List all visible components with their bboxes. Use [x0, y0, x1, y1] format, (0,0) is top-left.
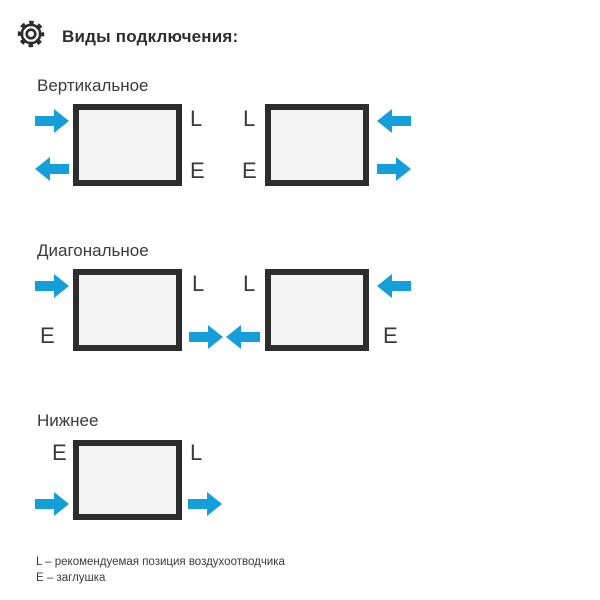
- radiator-rect: [265, 104, 369, 186]
- flow-arrow-left-icon: [226, 325, 260, 349]
- flow-arrow-left-icon: [35, 157, 69, 181]
- port-letter: E: [190, 158, 205, 183]
- flow-arrow-right-icon: [188, 492, 222, 516]
- flow-arrow-left-icon: [377, 274, 411, 298]
- port-letter: E: [242, 158, 257, 183]
- radiator-rect: [73, 269, 182, 351]
- flow-arrow-right-icon: [35, 492, 69, 516]
- port-letter: L: [192, 271, 205, 296]
- port-letter: E: [52, 440, 67, 465]
- section-label: Нижнее: [37, 411, 99, 430]
- section-label: Вертикальное: [37, 76, 149, 95]
- port-letter: E: [40, 323, 55, 348]
- gear-icon: [16, 19, 46, 49]
- page-title: Виды подключения:: [62, 27, 239, 46]
- legend-line-e: E – заглушка: [36, 572, 106, 584]
- port-letter: L: [190, 106, 203, 131]
- flow-arrow-left-icon: [377, 109, 411, 133]
- port-letter: L: [190, 440, 203, 465]
- flow-arrow-right-icon: [35, 274, 69, 298]
- legend-line-l: L – рекомендуемая позиция воздухоотводчика: [36, 556, 285, 568]
- port-letter: L: [243, 271, 256, 296]
- flow-arrow-right-icon: [35, 109, 69, 133]
- port-letter: L: [243, 106, 256, 131]
- flow-arrow-right-icon: [377, 157, 411, 181]
- port-letter: E: [383, 323, 398, 348]
- radiator-rect: [265, 269, 369, 351]
- radiator-rect: [73, 104, 182, 186]
- flow-arrow-right-icon: [189, 325, 223, 349]
- section-label: Диагональное: [37, 241, 149, 260]
- radiator-rect: [73, 440, 182, 520]
